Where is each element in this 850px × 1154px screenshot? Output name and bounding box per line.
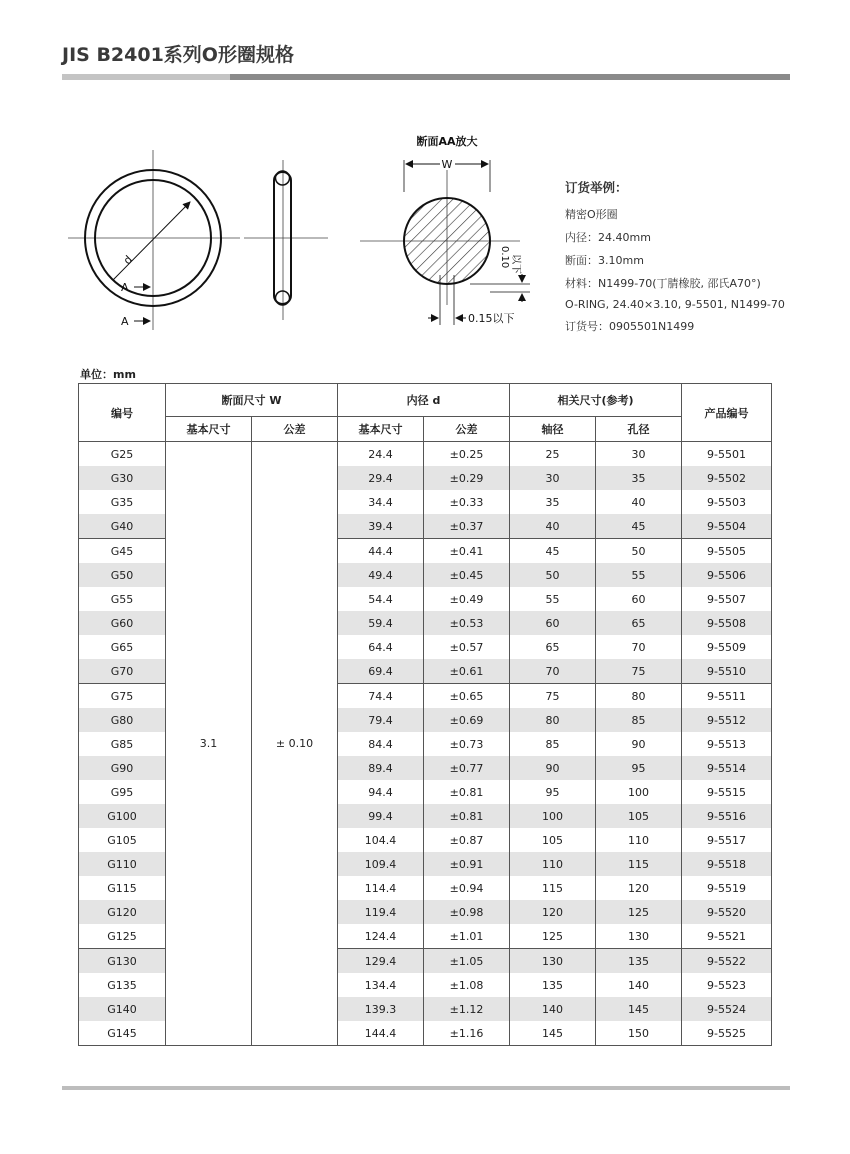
header-product-number: 产品编号 — [682, 384, 772, 442]
cell-product-number: 9-5503 — [682, 490, 772, 514]
cell-inner-tolerance: ±0.37 — [424, 514, 510, 539]
cell-code: G65 — [79, 635, 166, 659]
cell-shaft: 75 — [510, 684, 596, 709]
cell-hole: 35 — [596, 466, 682, 490]
order-line-product: 精密O形圈 — [565, 208, 618, 221]
cell-product-number: 9-5510 — [682, 659, 772, 684]
ring-side-view — [244, 160, 328, 320]
unit-label: 单位：mm — [80, 368, 136, 381]
cell-inner-diameter: 99.4 — [338, 804, 424, 828]
cell-inner-diameter: 69.4 — [338, 659, 424, 684]
cell-hole: 40 — [596, 490, 682, 514]
cell-inner-tolerance: ±0.41 — [424, 539, 510, 564]
cell-shaft: 135 — [510, 973, 596, 997]
cell-shaft: 30 — [510, 466, 596, 490]
cell-inner-diameter: 94.4 — [338, 780, 424, 804]
cell-code: G130 — [79, 949, 166, 974]
order-line-material: 材料：N1499-70(丁腈橡胶, 邵氏A70°) — [565, 277, 761, 290]
spec-table-body — [79, 442, 772, 1046]
cell-shaft: 40 — [510, 514, 596, 539]
cell-inner-tolerance: ±0.94 — [424, 876, 510, 900]
cell-code: G40 — [79, 514, 166, 539]
table-row — [79, 442, 772, 467]
order-line-spec: O-RING, 24.40×3.10, 9-5501, N1499-70 — [565, 298, 785, 311]
cell-inner-diameter: 129.4 — [338, 949, 424, 974]
header-code: 编号 — [79, 384, 166, 442]
cell-hole: 100 — [596, 780, 682, 804]
cell-inner-diameter: 79.4 — [338, 708, 424, 732]
cell-hole: 150 — [596, 1021, 682, 1046]
cell-shaft: 70 — [510, 659, 596, 684]
spec-table — [78, 383, 772, 1046]
cell-inner-diameter: 24.4 — [338, 442, 424, 467]
section-title: 断面AA放大 — [416, 135, 478, 148]
cell-product-number: 9-5516 — [682, 804, 772, 828]
cell-inner-tolerance: ±1.16 — [424, 1021, 510, 1046]
cell-code: G50 — [79, 563, 166, 587]
cell-inner-diameter: 44.4 — [338, 539, 424, 564]
cell-code: G145 — [79, 1021, 166, 1046]
cell-hole: 45 — [596, 514, 682, 539]
cell-hole: 110 — [596, 828, 682, 852]
cell-inner-tolerance: ±0.29 — [424, 466, 510, 490]
cell-code: G70 — [79, 659, 166, 684]
cell-inner-tolerance: ±0.81 — [424, 804, 510, 828]
cell-hole: 125 — [596, 900, 682, 924]
cell-inner-tolerance: ±0.57 — [424, 635, 510, 659]
cell-product-number: 9-5517 — [682, 828, 772, 852]
cell-inner-diameter: 74.4 — [338, 684, 424, 709]
cell-hole: 50 — [596, 539, 682, 564]
cell-code: G35 — [79, 490, 166, 514]
footer-rule — [62, 1086, 790, 1090]
cell-section-tolerance: ± 0.10 — [252, 442, 338, 1046]
cell-code: G100 — [79, 804, 166, 828]
cell-product-number: 9-5524 — [682, 997, 772, 1021]
cell-product-number: 9-5525 — [682, 1021, 772, 1046]
header-section-basic: 基本尺寸 — [166, 417, 252, 442]
cell-code: G45 — [79, 539, 166, 564]
cell-product-number: 9-5502 — [682, 466, 772, 490]
header-hole: 孔径 — [596, 417, 682, 442]
cell-code: G125 — [79, 924, 166, 949]
cell-inner-tolerance: ±0.61 — [424, 659, 510, 684]
cell-inner-diameter: 49.4 — [338, 563, 424, 587]
cell-shaft: 95 — [510, 780, 596, 804]
cell-shaft: 65 — [510, 635, 596, 659]
cell-product-number: 9-5513 — [682, 732, 772, 756]
cell-inner-tolerance: ±1.01 — [424, 924, 510, 949]
cell-inner-tolerance: ±0.45 — [424, 563, 510, 587]
cell-shaft: 45 — [510, 539, 596, 564]
cell-inner-tolerance: ±0.33 — [424, 490, 510, 514]
cell-inner-tolerance: ±0.53 — [424, 611, 510, 635]
cell-inner-diameter: 54.4 — [338, 587, 424, 611]
cell-code: G30 — [79, 466, 166, 490]
cell-inner-diameter: 124.4 — [338, 924, 424, 949]
cell-product-number: 9-5515 — [682, 780, 772, 804]
cell-shaft: 105 — [510, 828, 596, 852]
tol-vertical-suffix: 以下 — [510, 254, 521, 274]
cell-shaft: 125 — [510, 924, 596, 949]
cell-shaft: 110 — [510, 852, 596, 876]
cell-hole: 90 — [596, 732, 682, 756]
header-inner-basic: 基本尺寸 — [338, 417, 424, 442]
cell-inner-tolerance: ±0.73 — [424, 732, 510, 756]
cell-hole: 135 — [596, 949, 682, 974]
header-inner-diameter: 内径 d — [338, 384, 510, 417]
cell-product-number: 9-5523 — [682, 973, 772, 997]
cell-inner-diameter: 114.4 — [338, 876, 424, 900]
cell-product-number: 9-5514 — [682, 756, 772, 780]
cell-code: G75 — [79, 684, 166, 709]
cell-inner-tolerance: ±0.87 — [424, 828, 510, 852]
cell-inner-diameter: 144.4 — [338, 1021, 424, 1046]
cell-inner-diameter: 29.4 — [338, 466, 424, 490]
cell-code: G135 — [79, 973, 166, 997]
title-underline — [62, 74, 790, 80]
cell-code: G80 — [79, 708, 166, 732]
cell-hole: 85 — [596, 708, 682, 732]
cell-product-number: 9-5508 — [682, 611, 772, 635]
cell-inner-tolerance: ±0.77 — [424, 756, 510, 780]
cell-code: G110 — [79, 852, 166, 876]
cell-shaft: 55 — [510, 587, 596, 611]
cell-inner-diameter: 34.4 — [338, 490, 424, 514]
cell-inner-tolerance: ±0.91 — [424, 852, 510, 876]
page-title: JIS B2401系列O形圈规格 — [62, 44, 294, 66]
cell-product-number: 9-5507 — [682, 587, 772, 611]
cell-code: G140 — [79, 997, 166, 1021]
cell-shaft: 115 — [510, 876, 596, 900]
w-label: W — [441, 158, 453, 171]
cell-product-number: 9-5522 — [682, 949, 772, 974]
cell-product-number: 9-5512 — [682, 708, 772, 732]
cell-inner-diameter: 89.4 — [338, 756, 424, 780]
cell-hole: 145 — [596, 997, 682, 1021]
cell-shaft: 35 — [510, 490, 596, 514]
cell-shaft: 130 — [510, 949, 596, 974]
cell-product-number: 9-5504 — [682, 514, 772, 539]
cell-shaft: 145 — [510, 1021, 596, 1046]
cell-code: G115 — [79, 876, 166, 900]
cell-inner-tolerance: ±0.81 — [424, 780, 510, 804]
tol-horizontal-label: 0.15以下 — [468, 312, 515, 325]
cell-inner-tolerance: ±0.98 — [424, 900, 510, 924]
cell-product-number: 9-5518 — [682, 852, 772, 876]
cell-inner-diameter: 104.4 — [338, 828, 424, 852]
a-label-top: A — [121, 281, 129, 294]
cell-code: G120 — [79, 900, 166, 924]
cell-shaft: 80 — [510, 708, 596, 732]
cell-hole: 80 — [596, 684, 682, 709]
cell-product-number: 9-5519 — [682, 876, 772, 900]
cell-product-number: 9-5505 — [682, 539, 772, 564]
header-related: 相关尺寸(参考) — [510, 384, 682, 417]
cell-inner-tolerance: ±1.12 — [424, 997, 510, 1021]
cell-product-number: 9-5521 — [682, 924, 772, 949]
cell-inner-diameter: 84.4 — [338, 732, 424, 756]
cell-hole: 115 — [596, 852, 682, 876]
d-label: d — [120, 252, 136, 268]
cell-shaft: 100 — [510, 804, 596, 828]
order-line-section: 断面：3.10mm — [565, 254, 644, 267]
cell-code: G25 — [79, 442, 166, 467]
cell-product-number: 9-5506 — [682, 563, 772, 587]
cell-shaft: 60 — [510, 611, 596, 635]
cell-inner-diameter: 139.3 — [338, 997, 424, 1021]
cell-inner-diameter: 64.4 — [338, 635, 424, 659]
ring-front-view — [68, 150, 240, 330]
o-ring-drawing — [0, 120, 560, 340]
cross-section-view — [360, 134, 530, 325]
cell-code: G105 — [79, 828, 166, 852]
cell-hole: 140 — [596, 973, 682, 997]
a-label-bottom: A — [121, 315, 129, 328]
cell-inner-diameter: 109.4 — [338, 852, 424, 876]
cell-shaft: 120 — [510, 900, 596, 924]
cell-code: G60 — [79, 611, 166, 635]
cell-shaft: 140 — [510, 997, 596, 1021]
cell-hole: 105 — [596, 804, 682, 828]
cell-hole: 30 — [596, 442, 682, 467]
cell-inner-tolerance: ±1.05 — [424, 949, 510, 974]
header-section-tolerance: 公差 — [252, 417, 338, 442]
cell-code: G90 — [79, 756, 166, 780]
cell-code: G55 — [79, 587, 166, 611]
cell-shaft: 90 — [510, 756, 596, 780]
tol-vertical-value: 0.10 — [499, 246, 510, 269]
cell-section-basic: 3.1 — [166, 442, 252, 1046]
cell-hole: 75 — [596, 659, 682, 684]
cell-hole: 70 — [596, 635, 682, 659]
cell-hole: 60 — [596, 587, 682, 611]
cell-inner-tolerance: ±0.69 — [424, 708, 510, 732]
order-example — [565, 178, 785, 341]
header-section: 断面尺寸 W — [166, 384, 338, 417]
order-line-inner-diameter: 内径：24.40mm — [565, 231, 651, 244]
cell-inner-tolerance: ±0.49 — [424, 587, 510, 611]
cell-hole: 55 — [596, 563, 682, 587]
header-shaft: 轴径 — [510, 417, 596, 442]
cell-inner-diameter: 119.4 — [338, 900, 424, 924]
cell-product-number: 9-5520 — [682, 900, 772, 924]
header-inner-tolerance: 公差 — [424, 417, 510, 442]
cell-inner-diameter: 39.4 — [338, 514, 424, 539]
order-line-order-number: 订货号：0905501N1499 — [565, 320, 695, 333]
cell-hole: 120 — [596, 876, 682, 900]
cell-product-number: 9-5509 — [682, 635, 772, 659]
cell-code: G85 — [79, 732, 166, 756]
cell-inner-tolerance: ±1.08 — [424, 973, 510, 997]
cell-shaft: 50 — [510, 563, 596, 587]
cell-product-number: 9-5501 — [682, 442, 772, 467]
cell-shaft: 25 — [510, 442, 596, 467]
cell-inner-tolerance: ±0.65 — [424, 684, 510, 709]
cell-hole: 65 — [596, 611, 682, 635]
order-example-heading: 订货举例： — [565, 180, 628, 195]
cell-hole: 95 — [596, 756, 682, 780]
cell-inner-diameter: 59.4 — [338, 611, 424, 635]
cell-product-number: 9-5511 — [682, 684, 772, 709]
cell-code: G95 — [79, 780, 166, 804]
cell-hole: 130 — [596, 924, 682, 949]
cell-inner-diameter: 134.4 — [338, 973, 424, 997]
cell-shaft: 85 — [510, 732, 596, 756]
cell-inner-tolerance: ±0.25 — [424, 442, 510, 467]
